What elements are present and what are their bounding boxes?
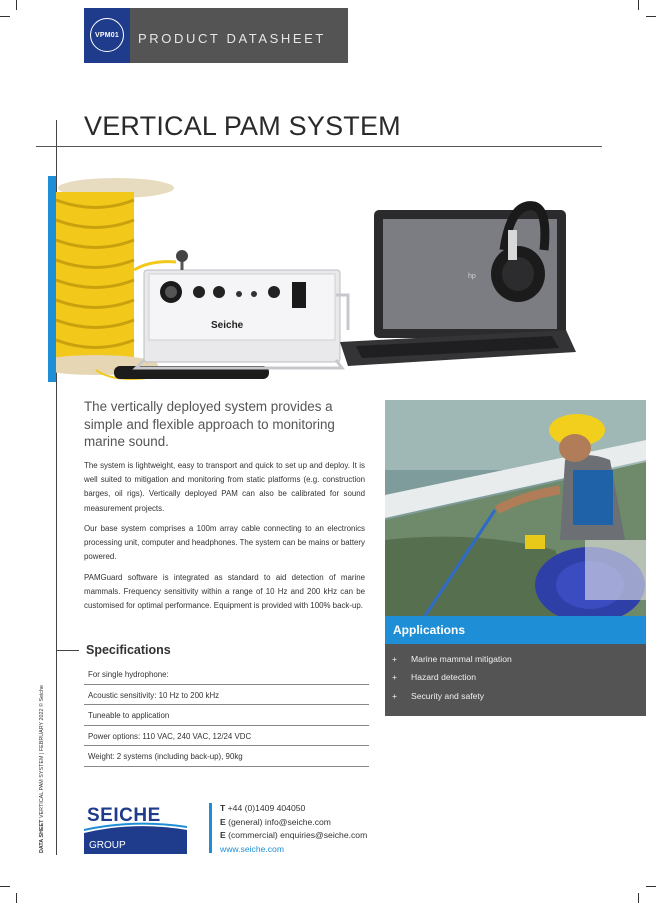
logo-subtitle: GROUP [89,840,126,851]
email-general-link[interactable]: (general) info@seiche.com [228,817,331,827]
crop-mark [16,0,17,10]
crop-mark [0,886,10,887]
contact-phone [220,803,305,813]
applications-header [385,616,646,644]
application-label: Hazard detection [411,672,476,682]
contact-email-commercial [220,830,367,840]
phone-number[interactable]: +44 (0)1409 404050 [227,803,306,813]
panel-brand: Seiche [211,320,244,331]
email-commercial-link[interactable]: (commercial) enquiries@seiche.com [228,830,368,840]
contact-email-general [220,817,331,827]
crop-mark [646,886,656,887]
crop-mark [0,16,10,17]
product-code-badge [84,8,130,63]
plus-icon: + [392,691,398,701]
spec-row: Power options: 110 VAC, 240 VAC, 12/24 VDC [84,726,369,747]
body-paragraph: Our base system comprises a 100m array cable connecting to an electronics processing unit, computer and headphones. The system can be mains or battery powered. [84,524,366,562]
crop-mark [16,893,17,903]
applications-heading: Applications [393,623,466,637]
application-label: Security and safety [411,691,485,701]
crop-mark [638,0,639,10]
list-item [392,672,476,682]
spec-row: Weight: 2 systems (including back-up), 90kg [84,746,369,767]
plus-icon: + [392,672,398,682]
logo-wordmark: SEICHE [87,805,161,826]
header-title: PRODUCT DATASHEET [138,31,326,46]
side-label-rest: VERTICAL PAM SYSTEM | FEBRUARY 2022 © Seiche [39,685,45,819]
email-label: E [220,830,226,840]
email-label: E [220,817,226,827]
spec-row: Acoustic sensitivity: 10 Hz to 200 kHz [84,685,369,706]
laptop-brand: hp [468,273,476,280]
crop-mark [638,893,639,903]
side-label [39,685,45,853]
specifications-table [84,664,369,767]
hero-accent-bar [48,176,56,382]
crop-mark [646,16,656,17]
page-title: VERTICAL PAM SYSTEM [84,111,401,141]
website-link[interactable]: www.seiche.com [220,844,284,854]
specifications-rule [56,650,79,651]
phone-label: T [220,803,226,813]
seiche-group-logo [84,803,187,854]
contact-accent-bar [209,803,212,853]
spec-row: For single hydrophone: [84,664,369,685]
spec-row: Tuneable to application [84,705,369,726]
plus-icon: + [392,654,398,664]
body-paragraph: PAMGuard software is integrated as standard to aid detection of marine mammals. Frequency sensitivity within a range of 10 Hz and 200 kHz can be customised for optimal performance. Equipment is provided with 100% back-up. [84,573,365,611]
intro-text: The vertically deployed system provides a simple and flexible approach to monitoring marine sound. [84,399,335,449]
body-paragraph: The system is lightweight, easy to transport and quick to set up and deploy. It is well suited to mitigation and monitoring from static platforms (e.g. construction barges, oil rigs). Vertically deployed PAM can also be calibrated for sound measurement projects. [84,461,365,513]
list-item [392,654,512,664]
field-deployment-photo [385,400,646,616]
list-item [392,691,484,701]
applications-list [385,644,646,716]
hero-product-image [56,170,576,392]
specifications-heading: Specifications [86,643,171,657]
electronics-unit [136,250,348,368]
application-label: Marine mammal mitigation [411,654,512,664]
title-divider [36,146,602,147]
side-label-bold: DATA SHEET [39,819,45,853]
product-code: VPM01 [90,18,124,52]
